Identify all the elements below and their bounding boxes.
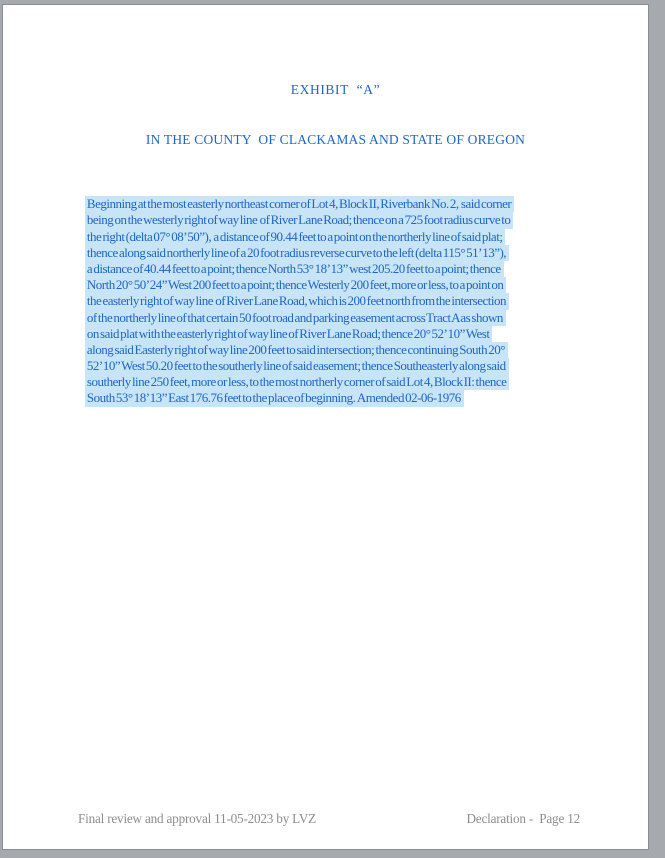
footer-page-number: Declaration - Page 12 xyxy=(466,811,580,826)
highlighted-text: the right (delta 07° 08’ 50”), a distance of 90.44 feet to a point on the northerly line of said plat; xyxy=(85,229,506,245)
highlighted-text: thence along said northerly line of a 20 foot radius reverse curve to the left (delta 115° 51’ 13”), xyxy=(85,245,509,261)
page-footer xyxy=(78,811,580,827)
highlighted-text: being on the westerly right of way line of River Lane Road; thence on a 725 foot radius curve to xyxy=(85,212,513,228)
highlighted-text: the easterly right of way line of River Lane Road, which is 200 feet north from the intersection xyxy=(85,293,509,309)
legal-description xyxy=(78,180,598,406)
document-page xyxy=(2,4,649,850)
highlighted-text: on said plat with the easterly right of way line of River Lane Road; thence 20° 52’ 10” West xyxy=(85,326,493,342)
highlighted-text: southerly line 250 feet, more or less, to the most northerly corner of said Lot 4, Block II: thence xyxy=(85,374,510,390)
highlighted-text: Beginning at the most easterly northeast corner of Lot 4, Block II, Riverbank No. 2, said corner xyxy=(85,196,514,212)
highlighted-text: North 20° 50’ 24” West 200 feet to a point; thence Westerly 200 feet, more or less, to a point on xyxy=(85,277,507,293)
legal-description-line xyxy=(78,180,598,212)
highlighted-text: along said Easterly right of way line 200 feet to said intersection; thence continuing South 20° xyxy=(85,342,508,358)
highlighted-text: of the northerly line of that certain 50 foot road and parking easement across Tract A as shown xyxy=(85,310,506,326)
exhibit-title: EXHIBIT “A” xyxy=(290,82,381,97)
footer-review-note: Final review and approval 11-05-2023 by LVZ xyxy=(78,811,317,826)
highlighted-text: 52’ 10” West 50.20 feet to the southerly line of said easement; thence Southeasterly along said xyxy=(85,358,509,374)
highlighted-text: a distance of 40.44 feet to a point; thence North 53° 18’ 13” west 205.20 feet to a point; thence xyxy=(85,261,504,277)
highlighted-text: South 53° 18’ 13” East 176.76 feet to the place of beginning. Amended 02-06-1976 xyxy=(85,390,464,406)
county-state-heading: IN THE COUNTY OF CLACKAMAS AND STATE OF OREGON xyxy=(145,132,526,147)
